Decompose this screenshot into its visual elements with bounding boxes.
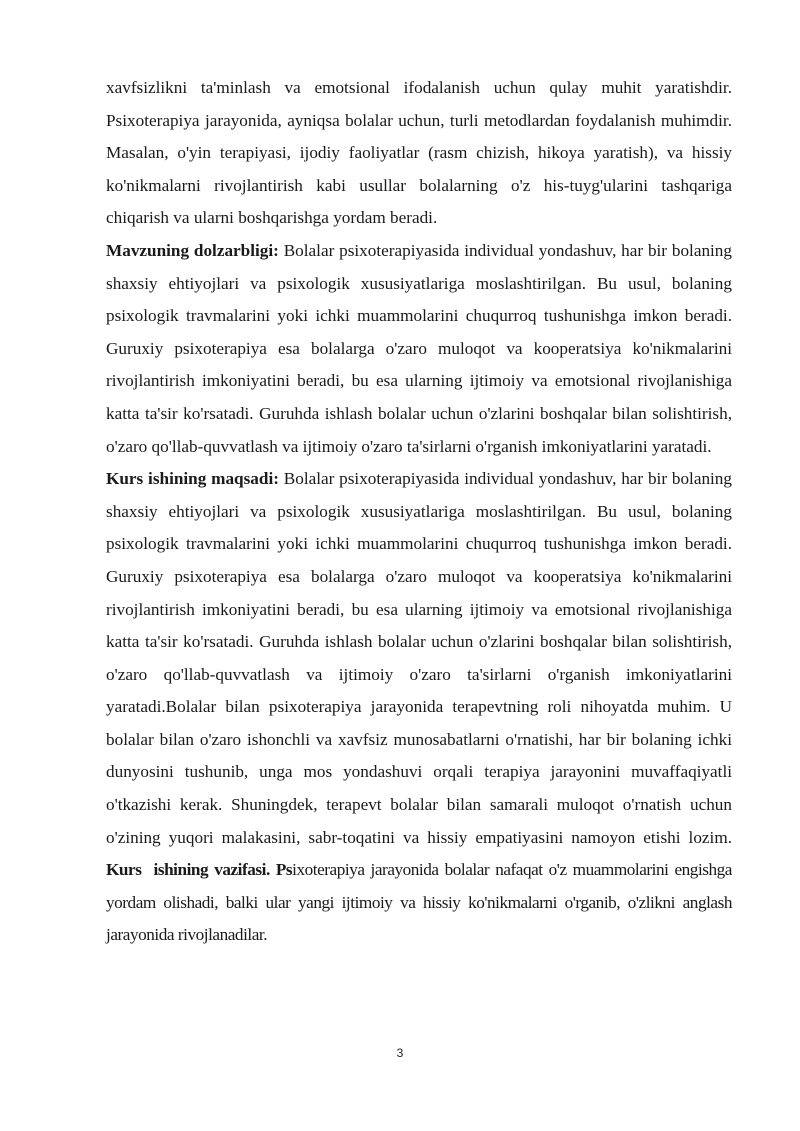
page-number: 3 (396, 1046, 404, 1060)
maqsad-paragraph (106, 463, 732, 854)
dolzarblik-paragraph (106, 235, 732, 463)
intro-paragraph (106, 72, 732, 235)
page-body (106, 72, 732, 952)
vazifa-heading: Kurs ishining vazifasi. Ps (106, 860, 293, 880)
maqsad-text: Bolalar psixoterapiyasida individual yondashuv, har bir bolaning shaxsiy ehtiyojlari va psixologik xususiyatlariga moslashtirilgan. Bu usul, bolaning psixologik travmalarini yoki ichki muammolarini chuqurroq tushunishga imkon beradi. Guruxiy psixoterapiya esa bolalarga o'zaro muloqot va kooperatsiya ko'nikmalarini rivojlantirish imkoniyatini beradi, bu esa ularning ijtimoiy va emotsional rivojlanishiga katta ta'sir ko'rsatadi. Guruhda ishlash bolalar uchun o'zlarini boshqalar bilan solishtirish, o'zaro qo'llab-quvvatlash va ijtimoiy o'zaro ta'sirlarni o'rganish imkoniyatlarini yaratadi.Bolalar bilan psixoterapiya jarayonida terapevtning roli nihoyatda muhim. U bolalar bilan o'zaro ishonchli va xavfsiz munosabatlarni o'rnatishi, har bir bolaning ichki dunyosini tushunib, unga mos yondashuvi orqali terapiya jarayonini muvaffaqiyatli o'tkazishi kerak. Shuningdek, terapevt bolalar bilan samarali muloqot o'rnatish uchun o'zining yuqori malakasini, sabr-toqatini va hissiy empatiyasini namoyon etishi lozim. (106, 469, 732, 847)
dolzarblik-text: Bolalar psixoterapiyasida individual yondashuv, har bir bolaning shaxsiy ehtiyojlari va psixologik xususiyatlariga moslashtirilgan. Bu usul, bolaning psixologik travmalarini yoki ichki muammolarini chuqurroq tushunishga imkon beradi. Guruxiy psixoterapiya esa bolalarga o'zaro muloqot va kooperatsiya ko'nikmalarini rivojlantirish imkoniyatini beradi, bu esa ularning ijtimoiy va emotsional rivojlanishiga katta ta'sir ko'rsatadi. Guruhda ishlash bolalar uchun o'zlarini boshqalar bilan solishtirish, o'zaro qo'llab-quvvatlash va ijtimoiy o'zaro ta'sirlarni o'rganish imkoniyatlarini yaratadi. (106, 240, 732, 456)
intro-text: xavfsizlikni ta'minlash va emotsional ifodalanish uchun qulay muhit yaratishdir. Psixoterapiya jarayonida, ayniqsa bolalar uchun, turli metodlardan foydalanish muhimdir. Masalan, o'yin terapiyasi, ijodiy faoliyatlar (rasm chizish, hikoya yaratish), va hissiy ko'nikmalarni rivojlantirish kabi usullar bolalarning o'z his-tuyg'ularini tashqariga chiqarish va ularni boshqarishga yordam beradi. (106, 78, 732, 228)
vazifa-paragraph (106, 854, 732, 952)
dolzarblik-heading: Mavzuning dolzarbligi: (106, 240, 279, 260)
maqsad-heading: Kurs ishining maqsadi: (106, 469, 279, 489)
vazifa-text: ixoterapiya jarayonida bolalar nafaqat o'z muammolarini engishga yordam olishadi, balki ular yangi ijtimoiy va hissiy ko'nikmalarni o'rganib, o'zlikni anglash jarayonida rivojlanadilar. (106, 860, 732, 945)
